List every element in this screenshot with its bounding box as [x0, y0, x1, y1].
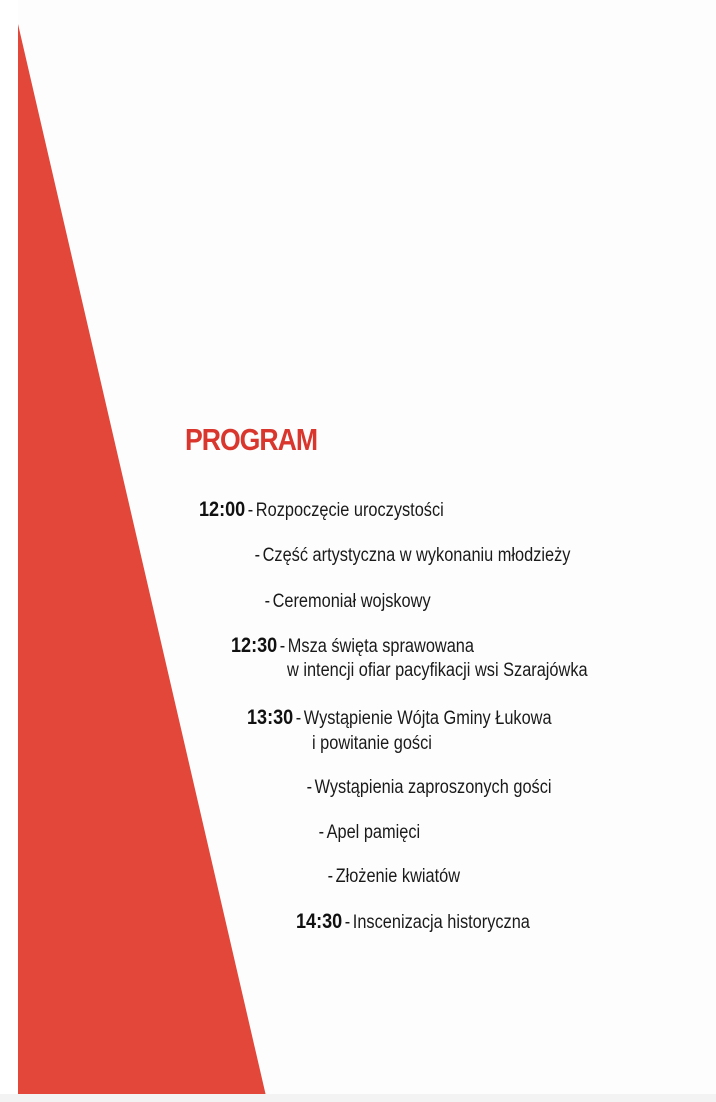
- program-title: PROGRAM: [185, 422, 318, 457]
- item-separator: -: [344, 912, 351, 933]
- program-item-text: Msza święta sprawowana: [287, 636, 474, 657]
- program-item: [252, 545, 570, 567]
- program-item: [325, 866, 460, 888]
- page-bottom-strip: [0, 1094, 716, 1102]
- program-item-text: Wystąpienie Wójta Gminy Łukowa: [303, 708, 552, 729]
- program-item: [262, 591, 431, 613]
- red-triangle-shape: [18, 24, 266, 1096]
- page-left-margin: [0, 0, 18, 1102]
- program-item-text: Wystąpienia zaproszonych gości: [314, 777, 552, 798]
- item-separator: -: [279, 636, 286, 657]
- program-item-continuation: [287, 660, 588, 682]
- program-item-text: i powitanie gości: [312, 733, 432, 754]
- program-item-text: Rozpoczęcie uroczystości: [255, 500, 444, 521]
- program-item-text: Ceremoniał wojskowy: [272, 591, 431, 612]
- program-item-text: Złożenie kwiatów: [335, 866, 461, 887]
- item-separator: -: [318, 822, 325, 843]
- program-item-text: Apel pamięci: [326, 822, 421, 843]
- item-separator: -: [295, 708, 302, 729]
- program-item-time: 13:30: [247, 706, 294, 729]
- program-item-text: Część artystyczna w wykonaniu młodzieży: [262, 545, 571, 566]
- program-item-time: 14:30: [296, 910, 343, 933]
- program-item-continuation: [312, 733, 432, 755]
- item-separator: -: [306, 777, 313, 798]
- item-separator: -: [264, 591, 271, 612]
- program-item-text: w intencji ofiar pacyfikacji wsi Szarajówka: [287, 660, 588, 681]
- program-item: [296, 910, 530, 934]
- program-item-time: 12:00: [199, 498, 246, 521]
- item-separator: -: [327, 866, 334, 887]
- program-item-time: 12:30: [231, 634, 278, 657]
- program-item: [247, 706, 552, 730]
- item-separator: -: [254, 545, 261, 566]
- program-item: [231, 634, 474, 658]
- item-separator: -: [247, 500, 254, 521]
- program-item: [316, 822, 420, 844]
- program-item: [304, 777, 552, 799]
- program-item: [199, 498, 444, 522]
- program-item-text: Inscenizacja historyczna: [352, 912, 530, 933]
